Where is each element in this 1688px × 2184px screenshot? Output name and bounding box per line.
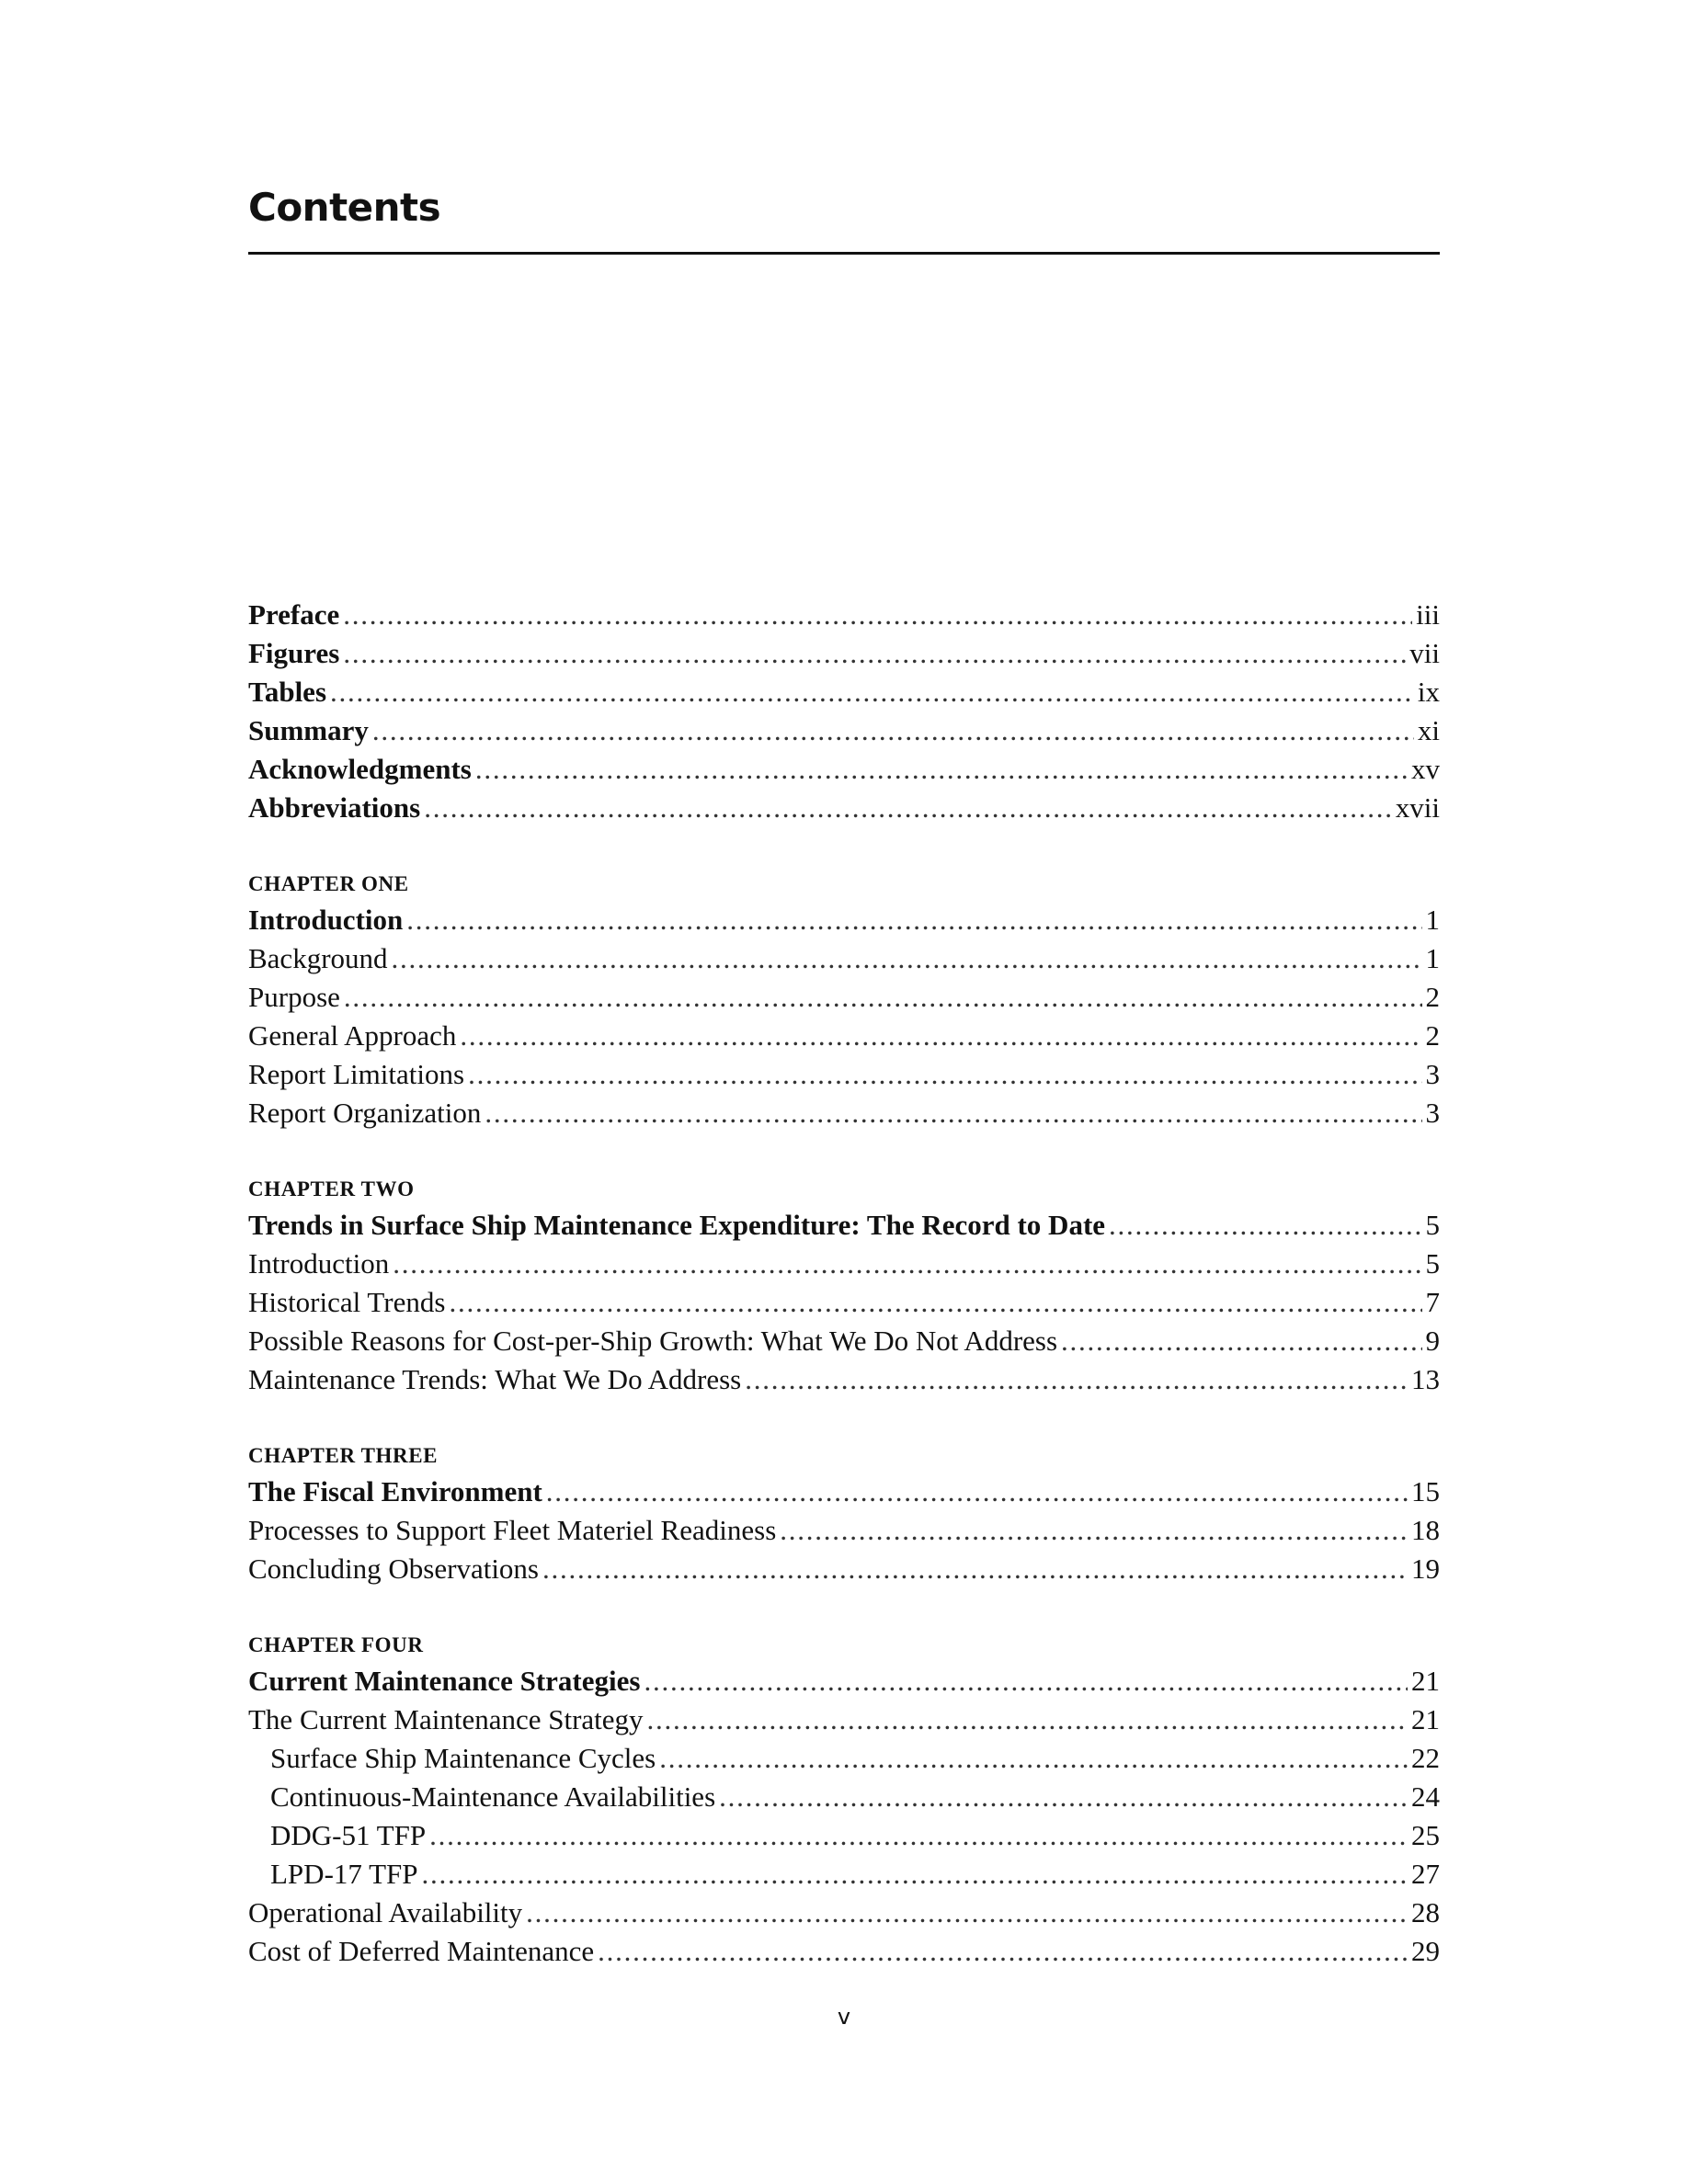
- toc-entry-page: 29: [1411, 1935, 1440, 1967]
- dot-leader: [542, 1550, 1408, 1588]
- dot-leader: [1109, 1206, 1421, 1245]
- toc-entry-title: Acknowledgments: [248, 753, 472, 785]
- dot-leader: [745, 1360, 1408, 1399]
- page-number: v: [837, 2004, 851, 2030]
- toc-entry-title: Introduction: [248, 904, 404, 936]
- dot-leader: [526, 1894, 1408, 1932]
- toc-entry-title: Concluding Observations: [248, 1553, 539, 1585]
- toc-entry-page: xvii: [1395, 791, 1440, 824]
- toc-chapter-title[interactable]: [248, 1662, 1440, 1701]
- dot-leader: [647, 1701, 1408, 1739]
- toc-entry-figures[interactable]: [248, 634, 1440, 673]
- chapter-two-group: [248, 1173, 1440, 1399]
- toc-entry-page: 7: [1425, 1286, 1440, 1318]
- chapter-three-group: [248, 1439, 1440, 1588]
- toc-subsection[interactable]: [248, 1739, 1440, 1778]
- toc-entry-page: 15: [1411, 1475, 1440, 1507]
- toc-entry-title: The Current Maintenance Strategy: [248, 1703, 644, 1735]
- toc-section[interactable]: [248, 939, 1440, 978]
- toc-entry-title: Continuous-Maintenance Availabilities: [270, 1780, 716, 1813]
- dot-leader: [344, 978, 1422, 1017]
- toc-entry-page: 21: [1411, 1665, 1440, 1697]
- chapter-label: CHAPTER THREE: [248, 1444, 439, 1467]
- toc-entry-title: General Approach: [248, 1019, 457, 1052]
- toc-section[interactable]: [248, 1283, 1440, 1322]
- dot-leader: [424, 789, 1392, 827]
- toc-section[interactable]: [248, 1894, 1440, 1932]
- toc-section[interactable]: [248, 1245, 1440, 1283]
- dot-leader: [393, 1245, 1421, 1283]
- dot-leader: [475, 750, 1408, 789]
- title-rule: [248, 252, 1440, 255]
- toc-entry-page: 3: [1425, 1097, 1440, 1129]
- dot-leader: [406, 901, 1421, 939]
- dot-leader: [644, 1662, 1408, 1701]
- toc-entry-acknowledgments[interactable]: [248, 750, 1440, 789]
- toc-entry-title: DDG-51 TFP: [270, 1819, 427, 1851]
- toc-entry-title: Tables: [248, 676, 327, 708]
- toc-entry-page: 22: [1411, 1742, 1440, 1774]
- toc-entry-title: Report Limitations: [248, 1058, 465, 1090]
- front-matter-group: [248, 596, 1440, 827]
- dot-leader: [719, 1778, 1408, 1816]
- toc-entry-page: 27: [1411, 1858, 1440, 1890]
- toc-entry-page: 2: [1425, 981, 1440, 1013]
- toc-section[interactable]: [248, 978, 1440, 1017]
- toc-subsection[interactable]: [248, 1778, 1440, 1816]
- dot-leader: [343, 596, 1412, 634]
- dot-leader: [372, 711, 1414, 750]
- toc-entry-title: Current Maintenance Strategies: [248, 1665, 641, 1697]
- dot-leader: [392, 939, 1422, 978]
- dot-leader: [659, 1739, 1408, 1778]
- toc-entry-abbreviations[interactable]: [248, 789, 1440, 827]
- dot-leader: [449, 1283, 1421, 1322]
- toc-section[interactable]: [248, 1055, 1440, 1094]
- chapter-label: CHAPTER FOUR: [248, 1633, 424, 1656]
- toc-section[interactable]: [248, 1094, 1440, 1132]
- toc-entry-summary[interactable]: [248, 711, 1440, 750]
- toc-section[interactable]: [248, 1932, 1440, 1971]
- toc-entry-title: Surface Ship Maintenance Cycles: [270, 1742, 656, 1774]
- toc-section[interactable]: [248, 1017, 1440, 1055]
- dot-leader: [546, 1473, 1408, 1511]
- toc-section[interactable]: [248, 1322, 1440, 1360]
- toc-entry-title: LPD-17 TFP: [270, 1858, 418, 1890]
- toc-entry-page: vii: [1409, 637, 1440, 669]
- toc-entry-title: Summary: [248, 714, 369, 746]
- dot-leader: [485, 1094, 1421, 1132]
- toc-entry-page: 5: [1425, 1209, 1440, 1241]
- dot-leader: [343, 634, 1406, 673]
- page-title: Contents: [248, 185, 441, 230]
- toc-entry-page: 5: [1425, 1247, 1440, 1280]
- toc-entry-title: Possible Reasons for Cost-per-Ship Growth: What We Do Not Address: [248, 1325, 1058, 1357]
- toc-entry-page: 9: [1425, 1325, 1440, 1357]
- toc-entry-tables[interactable]: [248, 673, 1440, 711]
- toc-section[interactable]: [248, 1511, 1440, 1550]
- toc-entry-page: xv: [1411, 753, 1440, 785]
- dot-leader: [460, 1017, 1421, 1055]
- toc-entry-title: Operational Availability: [248, 1896, 523, 1928]
- toc-chapter-title[interactable]: [248, 901, 1440, 939]
- chapter-label: CHAPTER ONE: [248, 872, 409, 895]
- toc-entry-page: 1: [1425, 942, 1440, 974]
- toc-entry-page: 18: [1411, 1514, 1440, 1546]
- toc-entry-page: 21: [1411, 1703, 1440, 1735]
- toc-entry-title: Background: [248, 942, 388, 974]
- toc-entry-page: 24: [1411, 1780, 1440, 1813]
- dot-leader: [598, 1932, 1408, 1971]
- dot-leader: [1061, 1322, 1421, 1360]
- dot-leader: [330, 673, 1414, 711]
- toc-subsection[interactable]: [248, 1855, 1440, 1894]
- toc-section[interactable]: [248, 1550, 1440, 1588]
- toc-entry-title: Processes to Support Fleet Materiel Readiness: [248, 1514, 777, 1546]
- chapter-four-group: [248, 1629, 1440, 1971]
- toc-entry-title: Abbreviations: [248, 791, 421, 824]
- chapter-one-group: [248, 868, 1440, 1132]
- toc-chapter-title[interactable]: [248, 1473, 1440, 1511]
- toc-entry-preface[interactable]: [248, 596, 1440, 634]
- toc-entry-title: Purpose: [248, 981, 340, 1013]
- toc-entry-title: The Fiscal Environment: [248, 1475, 542, 1507]
- toc-entry-title: Cost of Deferred Maintenance: [248, 1935, 595, 1967]
- dot-leader: [780, 1511, 1408, 1550]
- toc-entry-title: Historical Trends: [248, 1286, 446, 1318]
- toc-entry-title: Trends in Surface Ship Maintenance Expenditure: The Record to Date: [248, 1209, 1106, 1241]
- toc-entry-title: Report Organization: [248, 1097, 482, 1129]
- toc-entry-title: Figures: [248, 637, 340, 669]
- dot-leader: [422, 1855, 1409, 1894]
- toc-entry-title: Maintenance Trends: What We Do Address: [248, 1363, 742, 1395]
- toc-entry-page: 1: [1425, 904, 1440, 936]
- toc-entry-page: iii: [1416, 598, 1440, 631]
- chapter-label: CHAPTER TWO: [248, 1177, 415, 1200]
- toc-chapter-title[interactable]: [248, 1206, 1440, 1245]
- toc-entry-page: 19: [1411, 1553, 1440, 1585]
- toc-entry-page: 28: [1411, 1896, 1440, 1928]
- toc-section[interactable]: [248, 1701, 1440, 1739]
- toc-entry-title: Preface: [248, 598, 340, 631]
- toc-subsection[interactable]: [248, 1816, 1440, 1855]
- toc-entry-page: xi: [1417, 714, 1440, 746]
- toc-entry-page: 13: [1411, 1363, 1440, 1395]
- toc-entry-title: Introduction: [248, 1247, 390, 1280]
- toc-entry-page: ix: [1417, 676, 1440, 708]
- toc-entry-page: 2: [1425, 1019, 1440, 1052]
- table-of-contents: [248, 596, 1440, 2011]
- toc-section[interactable]: [248, 1360, 1440, 1399]
- toc-entry-page: 3: [1425, 1058, 1440, 1090]
- dot-leader: [468, 1055, 1421, 1094]
- dot-leader: [429, 1816, 1408, 1855]
- toc-entry-page: 25: [1411, 1819, 1440, 1851]
